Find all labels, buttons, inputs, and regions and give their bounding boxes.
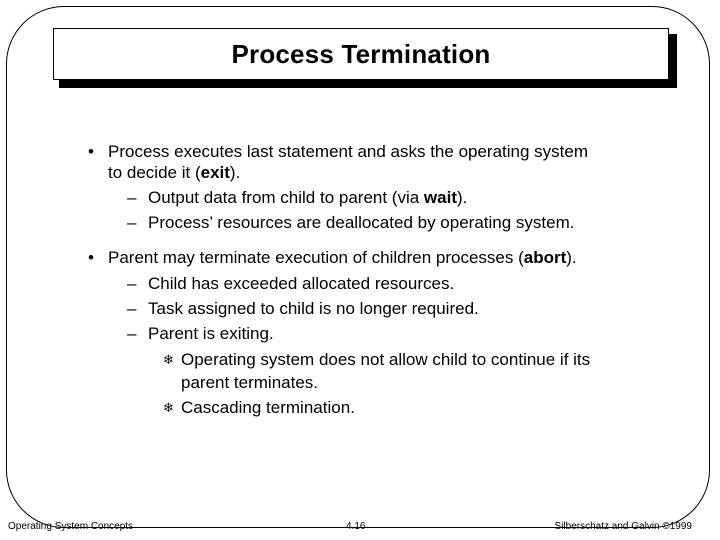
bullet-2-line-1 (108, 247, 577, 268)
bullet-2-subsub-2: Cascading termination. (181, 398, 355, 417)
dash-marker: – (127, 324, 137, 343)
bullet-1-text: Process executes last statement and asks the operating system (108, 142, 589, 161)
bullet-2-post: ). (566, 248, 577, 267)
keyword-exit: exit (200, 163, 230, 182)
bullet-2-subsub-1-line-1: Operating system does not allow child to continue if its (181, 350, 591, 369)
title-box (53, 28, 669, 80)
bullet-1-cont-post: ). (229, 163, 241, 182)
bullet-1-cont-pre: to decide it ( (108, 163, 201, 182)
bullet-marker: • (88, 142, 94, 161)
bullet-1-sub-1 (148, 187, 467, 208)
dash-marker: – (127, 213, 137, 232)
footer-left: Operating System Concepts (8, 521, 134, 532)
bullet-1-line-2 (108, 162, 240, 183)
snowflake-icon: ❄ (163, 400, 174, 415)
bullet-2-sub-2: Task assigned to child is no longer required. (148, 299, 479, 318)
keyword-wait: wait (423, 188, 457, 207)
footer-right: Silberschatz and Galvin ©1999 (554, 521, 692, 532)
bullet-2-sub-1: Child has exceeded allocated resources. (148, 274, 455, 293)
bullet-1-sub-2: Process’ resources are deallocated by operating system. (148, 213, 575, 232)
bullet-marker: • (88, 248, 94, 267)
bullet-2-pre: Parent may terminate execution of children processes ( (108, 248, 524, 267)
dash-marker: – (127, 274, 137, 293)
sub-1-pre: Output data from child to parent (via (148, 188, 424, 207)
bullet-1-line-1 (108, 141, 588, 162)
slide-title: Process Termination (231, 38, 491, 69)
bullet-2-sub-3: Parent is exiting. (148, 324, 274, 343)
bullet-2-subsub-1-line-2: parent terminates. (181, 373, 319, 392)
dash-marker: – (127, 188, 137, 207)
dash-marker: – (127, 299, 137, 318)
sub-1-post: ). (456, 188, 468, 207)
keyword-abort: abort (523, 248, 567, 267)
footer-page-number: 4.16 (346, 521, 366, 532)
snowflake-icon: ❄ (163, 352, 174, 367)
